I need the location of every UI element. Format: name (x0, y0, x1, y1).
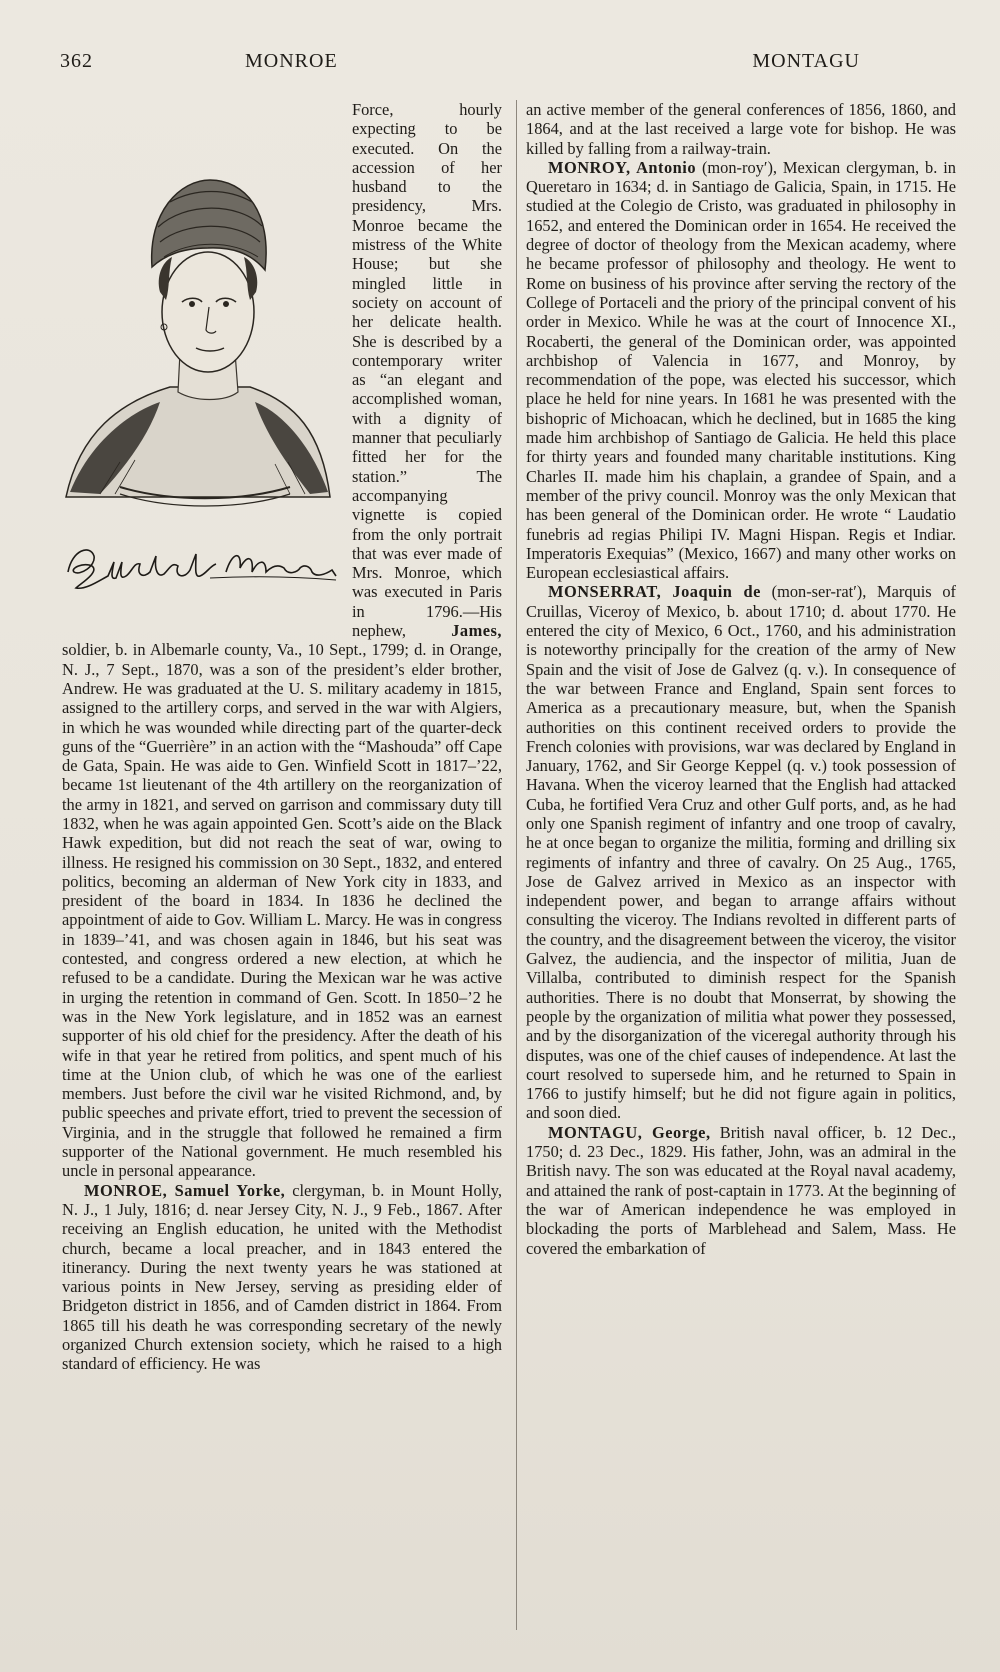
column-divider (516, 100, 517, 1630)
entry-monroy-antonio: MONROY, Antonio (mon-roy′), Mexican clergyman, b. in Queretaro in 1634; d. in Santiago de Galicia, Spain, in 1715. He studied at the Colegio de Cristo, was graduated in philosophy in 1652, and entered the Dominican order in 1654. He received the degree of doctor of theology from the Mexican academy, where he became professor of philosophy and theology. He went to Rome on business of his province after serving the rectory of the College of Portaceli and the priory of the principal convent of his order in Mexico. While he was at the court of Innocence XI., Rocaberti, the general of the Dominican order, was appointed archbishop of Valencia in 1677, and Monroy, by recommendation of the pope, was elected his successor, which place he held for nine years. In 1681 he was presented with the bishopric of Michoacan, which he declined, but in 1685 the king made him archbishop of Santiago de Galicia. He held this place for thirty years and founded many charitable institutions. King Charles II. made him his chaplain, a grandee of Spain, and a member of the privy council. Monroy was the only Mexican that has been general of the Dominican order. He wrote “ Laudatio funebris ad regias Philipi IV. Magni Hispan. Regis et Indiar. Imperatoris Exequias” (Mexico, 1667) and many other works on European ecclesiastical affairs. (526, 157, 956, 583)
portrait-vignette (60, 102, 342, 622)
entry-name-montagu: MONTAGU, George, (548, 1122, 711, 1142)
entry-name-samuel-yorke: MONROE, Samuel Yorke, (84, 1180, 286, 1200)
running-header (60, 50, 940, 80)
monroe-paragraph-1: Force, hourly expecting to be executed. On the accession of her husband to the presidency, Mrs. Monroe became the mistress of the White House; but she mingled little in society on account of her delicate health. She is described by a contemporary writer as “an elegant and accomplished woman, with a dignity of manner that peculiarly fitted her for the station.” The accompanying vignette is copied from the only portrait that was ever made of Mrs. Monroe, which was executed in Paris in 1796.—His nephew, James, soldier, b. in Albemarle county, Va., 10 Sept., 1799; d. in Orange, N. J., 7 Sept., 1870, was a son of the president’s elder brother, Andrew. He was graduated at the U. S. military academy in 1815, assigned to the artillery corps, and served in the war with Algiers, in which he was wounded while directing part of the quarter-deck guns of the “Guerrière” in an action with the “Mashouda” off Cape de Gata, Spain. He was aide to Gen. Winfield Scott in 1817–’22, became 1st lieutenant of the 4th artillery on the reorganization of the army in 1821, and served on garrison and commissary duty till 1832, when he was again appointed Gen. Scott’s aide on the Black Hawk expedition, but did not reach the seat of war, owing to illness. He resigned his commission on 30 Sept., 1832, and entered politics, becoming an alderman of New York city in 1833, and president of the board in 1834. In 1836 he declined the appointment of aide to Gov. William L. Marcy. He was in congress in 1839–’41, and was chosen again in 1846, but his seat was contested, and congress ordered a new election, at which he refused to be a candidate. During the Mexican war he was active in urging the retention in command of Gen. Scott. In 1850–’2 he was in the New York legislature, and in 1852 was an earnest supporter of his old chief for the presidency. After the death of his wife in that year he retired from politics, and spent much of his time at the Union club, of which he was one of the earliest members. Just before the civil war he visited Richmond, and, by public speeches and private effort, tried to prevent the secession of Virginia, and in the struggle that followed he remained a firm supporter of the National government. He much resembled his uncle in personal appearance. (62, 100, 502, 1181)
entry-monserrat-joaquin: MONSERRAT, Joaquin de (mon-ser-rat′), Marquis of Cruillas, Viceroy of Mexico, b. about 1710; d. about 1770. He entered the city of Mexico, 6 Oct., 1760, and his administration is noteworthy principally for the creation of the army of New Spain and the visit of Jose de Galvez (q. v.). In consequence of the war between France and England, Spain sent forces to America as a precautionary measure, but, when the Spanish authorities on this continent received orders to provide the French colonies with provisions, war was declared by England in January, 1762, and Sir George Keppel (q. v.) took possession of Havana. When the viceroy learned that the English had attacked Cuba, he fortified Vera Cruz and other Gulf ports, and, as he had only one Spanish regiment of infantry and one troop of cavalry, he at once began to organize the militia, forming and drilling six regiments of infantry and three of cavalry. On 25 Aug., 1765, Jose de Galvez arrived in Mexico as an inspector with independent power, and began to arrange affairs without consulting the viceroy. The Indians revolted in different parts of the country, and the disagreement between the viceroy, the visitor Galvez, the audiencia, and the inspector of militia, Juan de Villalba, contributed to diminish respect for the Spanish authorities. There is no doubt that Monserrat, by showing the people by the organization of militia what power they possessed, and by the disorganization of the viceregal authority through his disputes, was one of the chief causes of independence. At last the court resolved to supersede him, and he returned to Spain in 1766 to justify himself; but he did not figure again in politics, and soon died. (526, 582, 956, 1123)
left-column (62, 100, 502, 1374)
portrait-engraving (60, 102, 342, 532)
left-running-head: MONROE (245, 50, 338, 72)
continuation-paragraph: an active member of the general conferences of 1856, 1860, and 1864, and at the last received a large vote for bishop. He was killed by falling from a railway-train. (526, 100, 956, 158)
right-running-head: MONTAGU (752, 50, 860, 72)
entry-name-james: James, (451, 621, 502, 641)
entry-montagu-george: MONTAGU, George, British naval officer, b. 12 Dec., 1750; d. 23 Dec., 1829. His father, John, was an admiral in the British navy. The son was educated at the Royal naval academy, and attained the rank of post-captain in 1773. At the beginning of the war of American independence he was employed in blockading the ports of Marblehead and Salem, Mass. He covered the embarkation of (526, 1122, 956, 1258)
signature-handwritten (60, 532, 342, 602)
right-column (526, 100, 956, 1258)
entry-name-monroy: MONROY, Antonio (548, 157, 697, 177)
entry-monroe-samuel-yorke: MONROE, Samuel Yorke, clergyman, b. in Mount Holly, N. J., 1 July, 1816; d. near Jersey City, N. J., 9 Feb., 1867. After receiving an English education, he united with the Methodist church, became a local preacher, and in 1843 entered the itinerancy. During the next twenty years he was stationed at various points in New Jersey, serving as presiding elder of Bridgeton district in 1856, and of Camden district in 1864. From 1865 till his death he was corresponding secretary of the newly organized Church extension society, which he raised to a high standard of efficiency. He was (62, 1180, 502, 1374)
entry-name-monserrat: MONSERRAT, Joaquin de (548, 582, 761, 602)
page-number: 362 (60, 50, 93, 72)
